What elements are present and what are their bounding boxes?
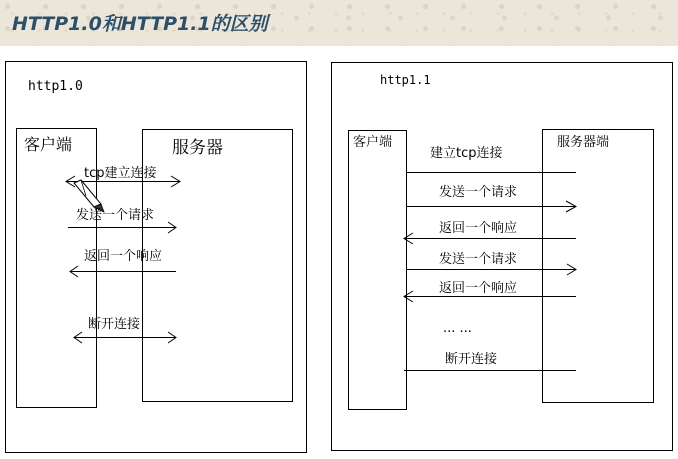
right-panel-heading: http1.1: [380, 73, 431, 87]
right-server-box: [543, 130, 654, 403]
right-client-box: [349, 131, 407, 410]
left-message-label: 断开连接: [88, 317, 141, 332]
left-message-label: 发送一个请求: [76, 208, 155, 223]
right-arrow-send-request-1: [406, 201, 576, 212]
left-server-box: [143, 130, 293, 402]
right-client-label: 客户端: [353, 135, 393, 150]
page-title: HTTP1.0和HTTP1.1的区别: [12, 13, 268, 35]
left-client-label: 客户端: [24, 135, 73, 154]
left-arrow-disconnect: [74, 332, 176, 343]
right-message-label: 返回一个响应: [439, 281, 518, 296]
right-message-label: 发送一个请求: [439, 185, 518, 200]
right-server-label: 服务器端: [557, 135, 610, 150]
left-server-label: 服务器: [172, 138, 223, 158]
left-arrow-return-response: [70, 266, 176, 277]
right-message-label: ... ...: [443, 321, 472, 336]
right-message-label: 返回一个响应: [439, 221, 518, 236]
left-panel-heading: http1.0: [28, 79, 83, 94]
right-message-label: 发送一个请求: [439, 252, 518, 267]
left-arrow-send-request: [68, 222, 176, 233]
left-message-label: 返回一个响应: [84, 249, 163, 264]
left-message-label: tcp建立连接: [84, 166, 157, 181]
right-message-label: 断开连接: [445, 352, 498, 367]
right-message-label: 建立tcp连接: [430, 146, 503, 161]
